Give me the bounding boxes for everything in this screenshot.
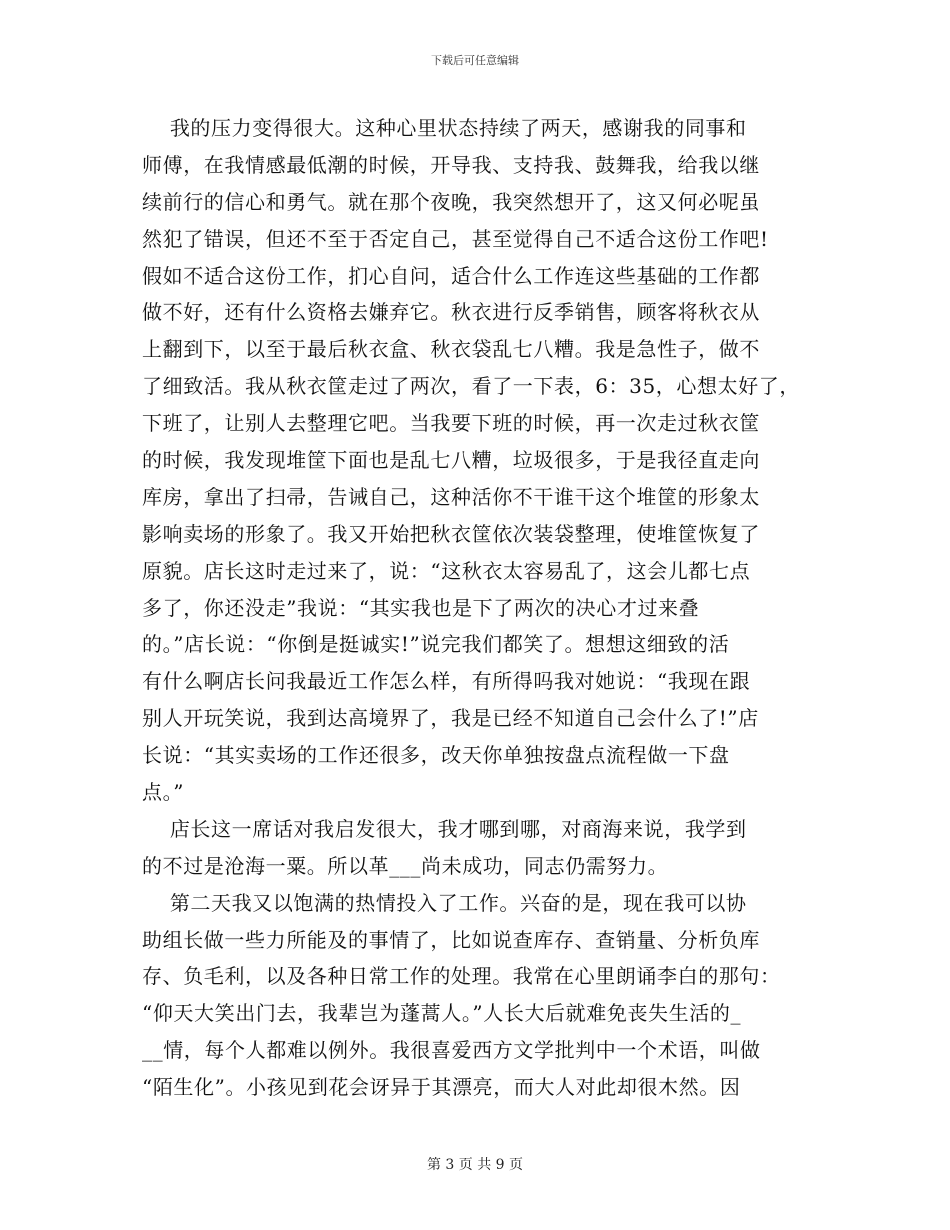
text-line: 上翻到下，以至于最后秋衣盒、秋衣袋乱七八糟。我是急性子，做不	[142, 337, 760, 362]
text-line: 假如不适合这份工作，扪心自问，适合什么工作连这些基础的工作都	[142, 263, 760, 288]
text-line: 多了，你还没走”我说：“其实我也是下了两次的决心才过来叠	[142, 595, 700, 620]
text-line: 第二天我又以饱满的热情投入了工作。兴奋的是，现在我可以协	[142, 890, 747, 915]
text-line: 续前行的信心和勇气。就在那个夜晚，我突然想开了，这又何必呢虽	[142, 189, 760, 214]
text-line: 下班了，让别人去整理它吧。当我要下班的时候，再一次走过秋衣筐	[142, 411, 760, 436]
text-line: 助组长做一些力所能及的事情了，比如说查库存、查销量、分析负库	[142, 927, 760, 952]
text-line: 做不好，还有什么资格去嫌弃它。秋衣进行反季销售，顾客将秋衣从	[142, 300, 760, 325]
page-header: 下载后可任意编辑	[431, 54, 519, 67]
text-line: 的。”店长说：“你倒是挺诚实!”说完我们都笑了。想想这细致的活	[142, 632, 730, 657]
text-line: 点。”	[142, 780, 185, 805]
text-line: 师傅，在我情感最低潮的时候，开导我、支持我、鼓舞我，给我以继	[142, 152, 760, 177]
text-line: 影响卖场的形象了。我又开始把秋衣筐依次装袋整理，使堆筐恢复了	[142, 521, 760, 546]
text-line: 别人开玩笑说，我到达高境界了，我是已经不知道自己会什么了!”店	[142, 706, 759, 731]
page-footer: 第 3 页 共 9 页	[426, 1157, 524, 1173]
text-line: “仰天大笑出门去，我辈岂为蓬蒿人。”人长大后就难免丧失生活的_	[142, 1001, 742, 1026]
text-line: 的不过是沧海一粟。所以革___尚未成功，同志仍需努力。	[142, 853, 669, 878]
text-line: 长说：“其实卖场的工作还很多，改天你单独按盘点流程做一下盘	[142, 743, 730, 768]
text-line: 然犯了错误，但还不至于否定自己，甚至觉得自己不适合这份工作吧!	[142, 226, 769, 251]
text-line: 原貌。店长这时走过来了，说：“这秋衣太容易乱了，这会儿都七点	[142, 558, 751, 583]
document-body	[142, 110, 807, 1106]
text-line: 我的压力变得很大。这种心里状态持续了两天，感谢我的同事和	[142, 116, 747, 140]
text-line: 存、负毛利，以及各种日常工作的处理。我常在心里朗诵李白的那句：	[142, 964, 781, 989]
text-line: 的时候，我发现堆筐下面也是乱七八糟，垃圾很多，于是我径直走向	[142, 448, 760, 473]
text-line: 有什么啊店长问我最近工作怎么样，有所得吗我对她说：“我现在跟	[142, 669, 751, 694]
text-line: “陌生化”。小孩见到花会讶异于其漂亮，而大人对此却很木然。因	[142, 1075, 741, 1100]
text-line: __情，每个人都难以例外。我很喜爱西方文学批判中一个术语，叫做	[142, 1038, 761, 1063]
text-line: 库房，拿出了扫帚，告诫自己，这种活你不干谁干这个堆筐的形象太	[142, 484, 760, 509]
text-line: 店长这一席话对我启发很大，我才哪到哪，对商海来说，我学到	[142, 816, 747, 841]
text-line: 了细致活。我从秋衣筐走过了两次，看了一下表，6：35，心想太好了，	[142, 374, 800, 399]
